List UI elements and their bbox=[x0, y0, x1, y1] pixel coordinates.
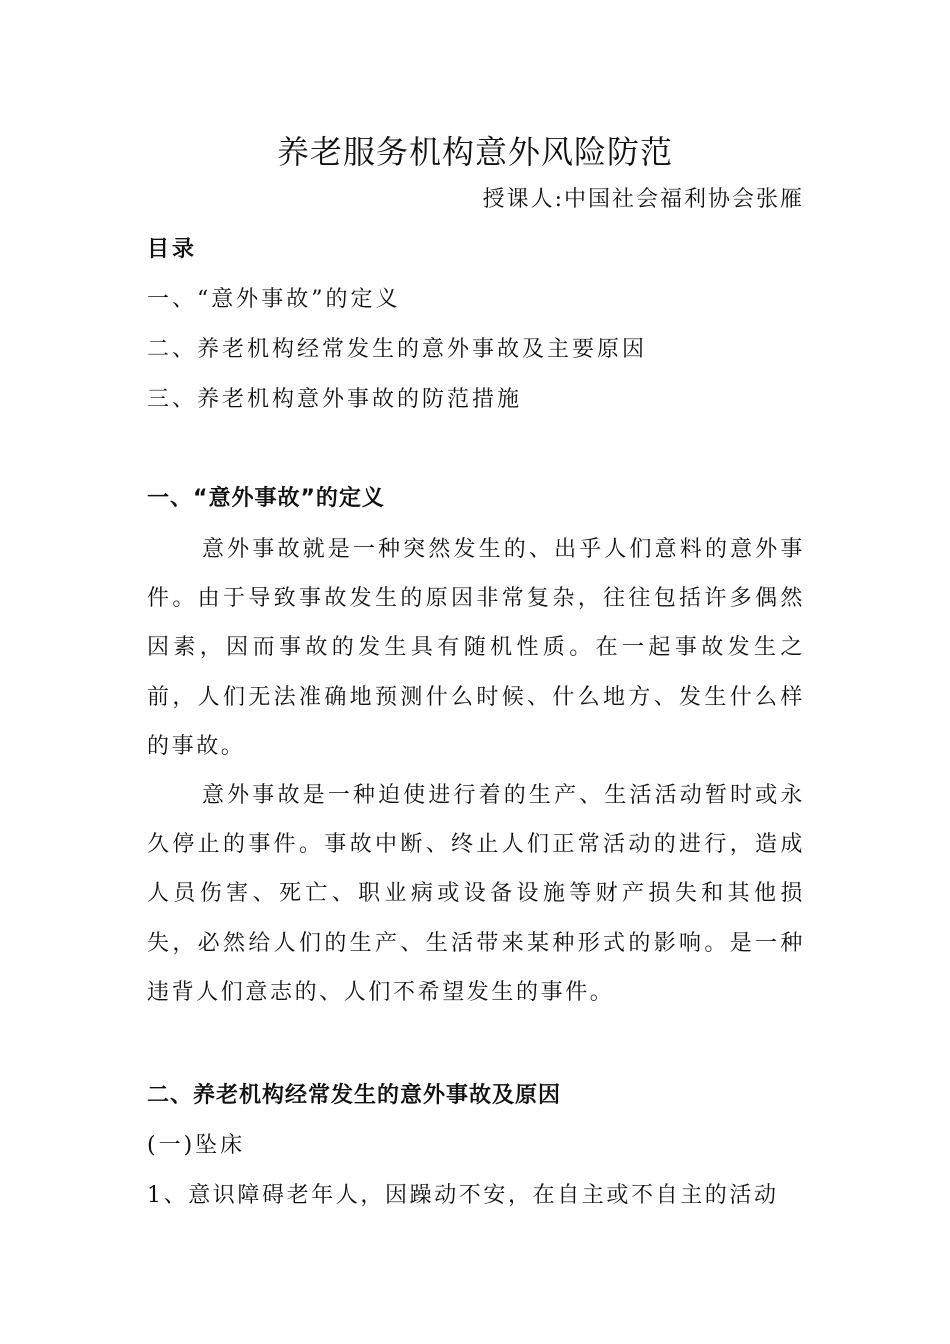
author-line: 授课人:中国社会福利协会张雁 bbox=[482, 187, 804, 212]
toc-heading: 目录 bbox=[147, 237, 198, 262]
section-1-paragraph-1: 意外事故就是一种突然发生的、出乎人们意料的意外事件。由于导致事故发生的原因非常复杂，往往包括许多偶然因素，因而事故的发生具有随机性质。在一起事故发生之前，人们无法准确地预测什么时候、什么地方、发生什么样的事故。 bbox=[147, 537, 805, 759]
toc-item-3: 三、养老机构意外事故的防范措施 bbox=[147, 387, 523, 412]
section-2-subheading: (一)坠床 bbox=[147, 1133, 246, 1158]
section-2-heading: 二、养老机构经常发生的意外事故及原因 bbox=[147, 1083, 562, 1108]
document-title: 养老服务机构意外风险防范 bbox=[276, 133, 673, 171]
toc-item-2: 二、养老机构经常发生的意外事故及主要原因 bbox=[147, 337, 648, 362]
section-1-heading: 一、“意外事故”的定义 bbox=[147, 486, 385, 511]
section-1-paragraph-2: 意外事故是一种迫使进行着的生产、生活活动暂时或永久停止的事件。事故中断、终止人们正常活动的进行，造成人员伤害、死亡、职业病或设备设施等财产损失和其他损失，必然给人们的生产、生活带来某种形式的影响。是一种违背人们意志的、人们不希望发生的事件。 bbox=[147, 783, 805, 1005]
section-2-item-1: 1、意识障碍老年人，因躁动不安，在自主或不自主的活动 bbox=[147, 1183, 779, 1208]
toc-item-1: 一、“意外事故”的定义 bbox=[147, 287, 401, 312]
